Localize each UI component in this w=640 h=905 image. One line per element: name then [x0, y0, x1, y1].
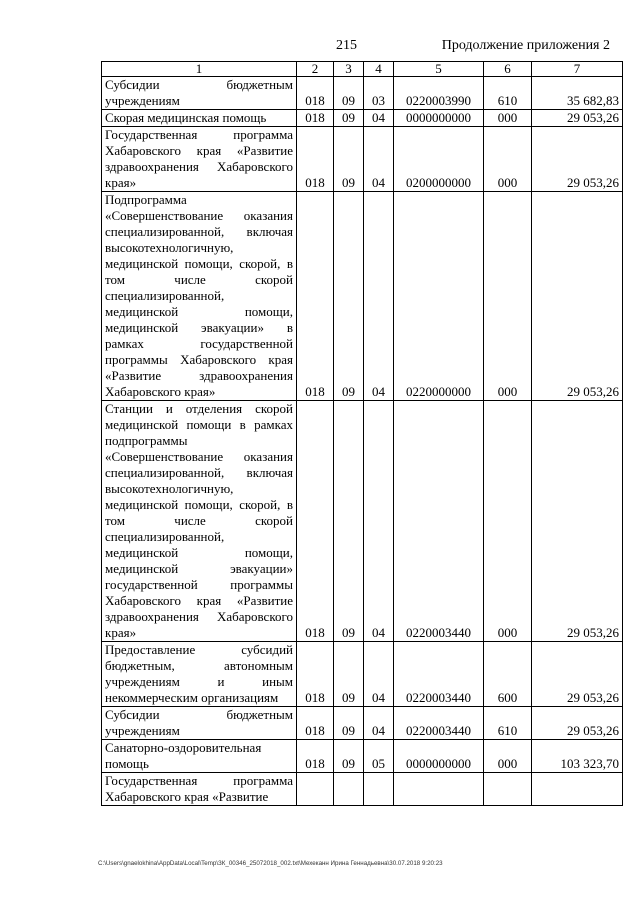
column-header: 1: [102, 62, 297, 77]
row-subsection: 04: [364, 707, 394, 740]
row-expense-type: 000: [484, 110, 532, 127]
column-header-row: [102, 62, 623, 77]
row-code: 018: [297, 192, 334, 401]
row-amount: 29 053,26: [532, 401, 623, 642]
row-section: 09: [334, 110, 364, 127]
row-subsection: 04: [364, 642, 394, 707]
row-section: 09: [334, 707, 364, 740]
continuation-title: Продолжение приложения 2: [441, 38, 610, 53]
row-code: 018: [297, 77, 334, 110]
column-header: 3: [334, 62, 364, 77]
row-code: 018: [297, 401, 334, 642]
row-subsection: 05: [364, 740, 394, 773]
row-expense-type: 610: [484, 707, 532, 740]
column-header: 2: [297, 62, 334, 77]
row-subsection: 04: [364, 401, 394, 642]
page-number: 215: [336, 38, 357, 53]
row-name: Государственная программа Хабаровского края «Развитие: [102, 773, 297, 806]
row-expense-type: 000: [484, 127, 532, 192]
row-subsection: 04: [364, 110, 394, 127]
row-name: Санаторно-оздоровительная помощь: [102, 740, 297, 773]
row-amount: 35 682,83: [532, 77, 623, 110]
budget-table: [101, 61, 623, 806]
table-row: [102, 401, 623, 642]
row-name: Субсидии бюджетным учреждениям: [102, 707, 297, 740]
row-name: Скорая медицинская помощь: [102, 110, 297, 127]
table-row: [102, 127, 623, 192]
row-target-item: 0220003990: [394, 77, 484, 110]
row-amount: 29 053,26: [532, 127, 623, 192]
row-code: 018: [297, 642, 334, 707]
row-section: 09: [334, 127, 364, 192]
row-subsection: 04: [364, 192, 394, 401]
row-amount: 29 053,26: [532, 192, 623, 401]
row-code: 018: [297, 110, 334, 127]
row-section: 09: [334, 401, 364, 642]
row-amount: 29 053,26: [532, 642, 623, 707]
row-name: Субсидии бюджетным учреждениям: [102, 77, 297, 110]
row-name: Подпрограмма «Совершенствование оказания специализированной, включая высокотехнологичную, медицинской помощи, скорой, в том числе скорой специализированной, медицинской помощи, медицинской эвакуации» в рамках государственной программы Хабаровского края «Развитие здравоохранения Хабаровского края»: [102, 192, 297, 401]
column-header: 5: [394, 62, 484, 77]
row-target-item: 0220003440: [394, 401, 484, 642]
column-header: 4: [364, 62, 394, 77]
row-subsection: [364, 773, 394, 806]
table-row: [102, 740, 623, 773]
table-row: [102, 642, 623, 707]
row-target-item: 0220000000: [394, 192, 484, 401]
row-name: Станции и отделения скорой медицинской помощи в рамках подпрограммы «Совершенствование оказания специализированной, включая высокотехнологичную, медицинской помощи, скорой, в том числе скорой специализированной, медицинской помощи, медицинской эвакуации» государственной программы Хабаровского края «Развитие здравоохранения Хабаровского края»: [102, 401, 297, 642]
row-subsection: 04: [364, 127, 394, 192]
row-code: 018: [297, 127, 334, 192]
row-target-item: [394, 773, 484, 806]
row-amount: [532, 773, 623, 806]
row-section: 09: [334, 77, 364, 110]
row-amount: 29 053,26: [532, 110, 623, 127]
table-row: [102, 77, 623, 110]
row-expense-type: 000: [484, 401, 532, 642]
row-expense-type: 610: [484, 77, 532, 110]
row-expense-type: 000: [484, 192, 532, 401]
row-section: 09: [334, 740, 364, 773]
row-section: 09: [334, 642, 364, 707]
row-code: [297, 773, 334, 806]
row-expense-type: 000: [484, 740, 532, 773]
row-section: 09: [334, 192, 364, 401]
row-target-item: 0000000000: [394, 740, 484, 773]
row-code: 018: [297, 707, 334, 740]
row-target-item: 0220003440: [394, 707, 484, 740]
row-name: Государственная программа Хабаровского края «Развитие здравоохранения Хабаровского края»: [102, 127, 297, 192]
table-row: [102, 192, 623, 401]
row-target-item: 0220003440: [394, 642, 484, 707]
row-expense-type: [484, 773, 532, 806]
row-amount: 103 323,70: [532, 740, 623, 773]
footer-file-path: C:\Users\gnaelokhina\AppData\Local\Temp\ЗК_00346_25072018_002.txt\Мехеканн Ирина Геннадьевна\30.07.2018 9:20:23: [98, 860, 443, 867]
row-expense-type: 600: [484, 642, 532, 707]
row-subsection: 03: [364, 77, 394, 110]
column-header: 7: [532, 62, 623, 77]
table-row: [102, 773, 623, 806]
column-header: 6: [484, 62, 532, 77]
row-amount: 29 053,26: [532, 707, 623, 740]
row-target-item: 0000000000: [394, 110, 484, 127]
table-row: [102, 707, 623, 740]
row-target-item: 0200000000: [394, 127, 484, 192]
table-row: [102, 110, 623, 127]
row-code: 018: [297, 740, 334, 773]
row-name: Предоставление субсидий бюджетным, автономным учреждениям и иным некоммерческим организациям: [102, 642, 297, 707]
row-section: [334, 773, 364, 806]
